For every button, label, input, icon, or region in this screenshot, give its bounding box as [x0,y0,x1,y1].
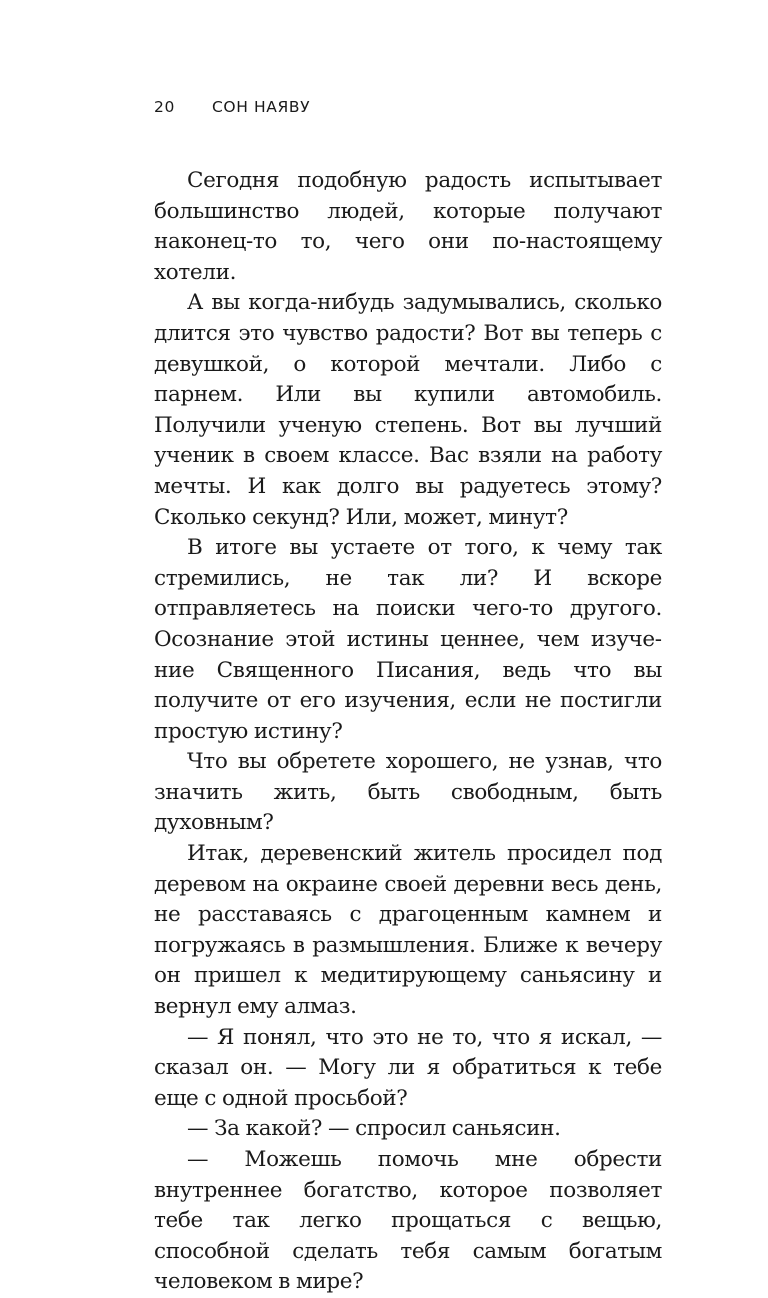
paragraph: — Я понял, что это не то, что я искал, — сказал он. — Могу ли я обратиться к тебе еще с одной просьбой? [154,1024,662,1111]
running-title: СОН НАЯВУ [212,98,311,116]
page-number: 20 [154,98,175,116]
body-text [154,166,662,1298]
running-head [154,98,310,116]
paragraph: В итоге вы устаете от того, к чему так стремились, не так ли? И вскоре отправляетесь на поиски чего-то другого. Осознание этой истины ценнее, чем изучение Священного Писания, ведь что вы получите от его изучения, если не постигли простую истину? [154,535,662,744]
paragraph: Итак, деревенский житель просидел под деревом на окраине своей деревни весь день, не расставаясь с драгоценным камнем и погружаясь в размышления. Ближе к вечеру он пришел к медитирующему саньясину и вернул ему алмаз. [154,841,662,1020]
paragraph: — За какой? — спросил саньясин. [187,1116,561,1142]
paragraph: Что вы обретете хорошего, не узнав, что значить жить, быть свободным, быть духовным? [154,749,662,836]
paragraph: — Можешь помочь мне обрести внутреннее богатство, которое позволяет тебе так легко прощаться с вещью, способной сделать тебя самым богатым человеком в мире? [154,1147,662,1295]
paragraph: А вы когда-нибудь задумывались, сколько длится это чувство радости? Вот вы теперь с девушкой, о которой мечтали. Либо с парнем. Или вы купили автомобиль. Получили ученую степень. Вот вы лучший ученик в своем классе. Вас взяли на работу мечты. И как долго вы радуетесь этому? Сколько секунд? Или, может, минут? [154,290,662,530]
paragraph: Сегодня подобную радость испытывает большинство людей, которые получают наконец-то то, чего они по-настоящему хотели. [154,168,662,285]
